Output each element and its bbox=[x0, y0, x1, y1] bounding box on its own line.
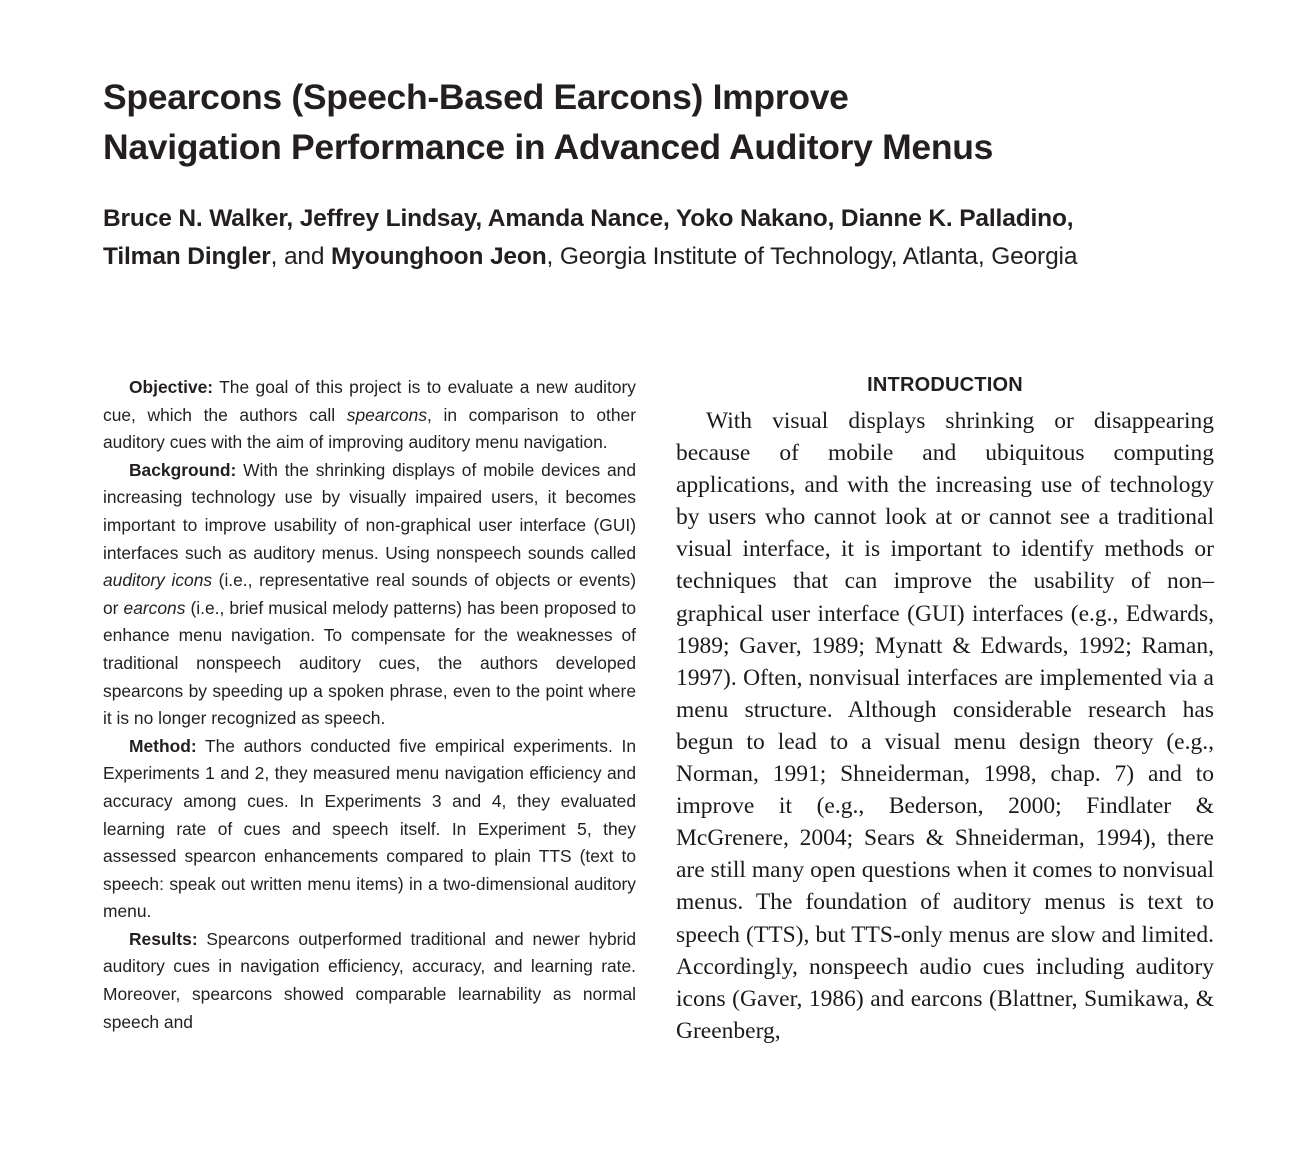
abstract-results-paragraph bbox=[103, 926, 636, 1036]
abstract-results-text-1: Spearcons outperformed traditional and newer hybrid auditory cues in navigation efficiency, accuracy, and learning rate. Moreover, spearcons showed comparable learnability as normal speech and bbox=[103, 928, 636, 1032]
abstract-method-paragraph bbox=[103, 733, 636, 926]
abstract-background-paragraph bbox=[103, 457, 636, 733]
author-connector: , and bbox=[270, 243, 332, 270]
paper-title-line-1: Spearcons (Speech-Based Earcons) Improve bbox=[103, 77, 849, 117]
abstract-background-text-2: interfaces such as auditory menus. Using nonspeech sounds called bbox=[103, 542, 636, 563]
abstract-background-text-3: (i.e., representative real sounds of objects or events) or bbox=[103, 570, 636, 618]
abstract-background-text-4: (i.e., brief musical melody patterns) has been proposed to enhance menu navigation. To compensate for the weaknesses of traditional nonspeech auditory cues, the authors developed spearcons by speeding up a spoken phrase, even to the point where it is no longer recognized as speech. bbox=[103, 597, 636, 729]
paper-title-line-2: Navigation Performance in Advanced Auditory Menus bbox=[103, 127, 994, 167]
introduction-column bbox=[676, 374, 1214, 1047]
author-names-line-3: Myounghoon Jeon bbox=[331, 243, 547, 270]
abstract-background-text-1: With the shrinking displays of mobile devices and increasing technology use by visually impaired users, it becomes important to improve usability of non-graphical user interface (GUI) bbox=[103, 459, 636, 535]
abstract-background-label: Background: bbox=[129, 459, 237, 480]
author-names-line-2: K. Palladino, Tilman Dingler bbox=[103, 205, 1074, 270]
page-title bbox=[103, 72, 1163, 172]
abstract-background-italic-2: earcons bbox=[123, 597, 186, 618]
author-list bbox=[103, 200, 1103, 276]
introduction-paragraph-1: With visual displays shrinking or disappearing because of mobile and ubiquitous computing applications, and with the increasing use of technology by users who cannot look at or cannot see a traditional visual interface, it is important to identify methods or techniques that can improve the usability of non–graphical user interface (GUI) interfaces (e.g., Edwards, 1989; Gaver, 1989; Mynatt & Edwards, 1992; Raman, 1997). Often, nonvisual interfaces are implemented via a menu structure. Although considerable research has begun to lead to a visual menu design theory (e.g., Norman, 1991; Shneiderman, 1998, chap. 7) and to improve it (e.g., Bederson, 2000; Findlater & McGrenere, 2004; Sears & Shneiderman, 1994), there are still many open questions when it comes to nonvisual menus. The foundation of auditory menus is text to speech (TTS), but TTS-only menus are slow and limited. Accordingly, nonspeech audio cues including auditory icons (Gaver, 1986) and earcons (Blattner, Sumikawa, & Greenberg, bbox=[676, 408, 1214, 1044]
abstract-objective-italic-1: spearcons bbox=[346, 404, 428, 425]
abstract-method-text-1: The authors conducted five empirical experiments. In Experiments 1 and 2, they measured menu navigation efficiency and accuracy among cues. In Experiments 3 and 4, they evaluated learning rate of cues and speech itself. In Experiment 5, they assessed spearcon enhancements compared to plain TTS (text to speech: speak out written menu items) in a two-dimensional auditory menu. bbox=[103, 735, 636, 922]
abstract-results-label: Results: bbox=[129, 928, 198, 949]
paper-title bbox=[103, 72, 1163, 172]
abstract-objective-label: Objective: bbox=[129, 377, 214, 397]
author-names-line-1: Bruce N. Walker, Jeffrey Lindsay, Amanda Nance, Yoko Nakano, Dianne bbox=[103, 205, 922, 232]
introduction-heading: INTRODUCTION bbox=[867, 374, 1023, 396]
abstract-method-label: Method: bbox=[129, 735, 197, 756]
abstract-column bbox=[103, 374, 636, 1036]
abstract-objective-text-2: , in comparison to other auditory cues with the aim of improving auditory menu navigation. bbox=[103, 404, 636, 453]
abstract-objective-paragraph bbox=[103, 374, 636, 457]
author-affiliation: , Georgia Institute of Technology, Atlanta, Georgia bbox=[546, 243, 1078, 270]
abstract-objective-text-1: The goal of this project is to evaluate a new auditory cue, which the authors call bbox=[103, 377, 636, 425]
abstract-background-italic-1: auditory icons bbox=[103, 570, 213, 591]
